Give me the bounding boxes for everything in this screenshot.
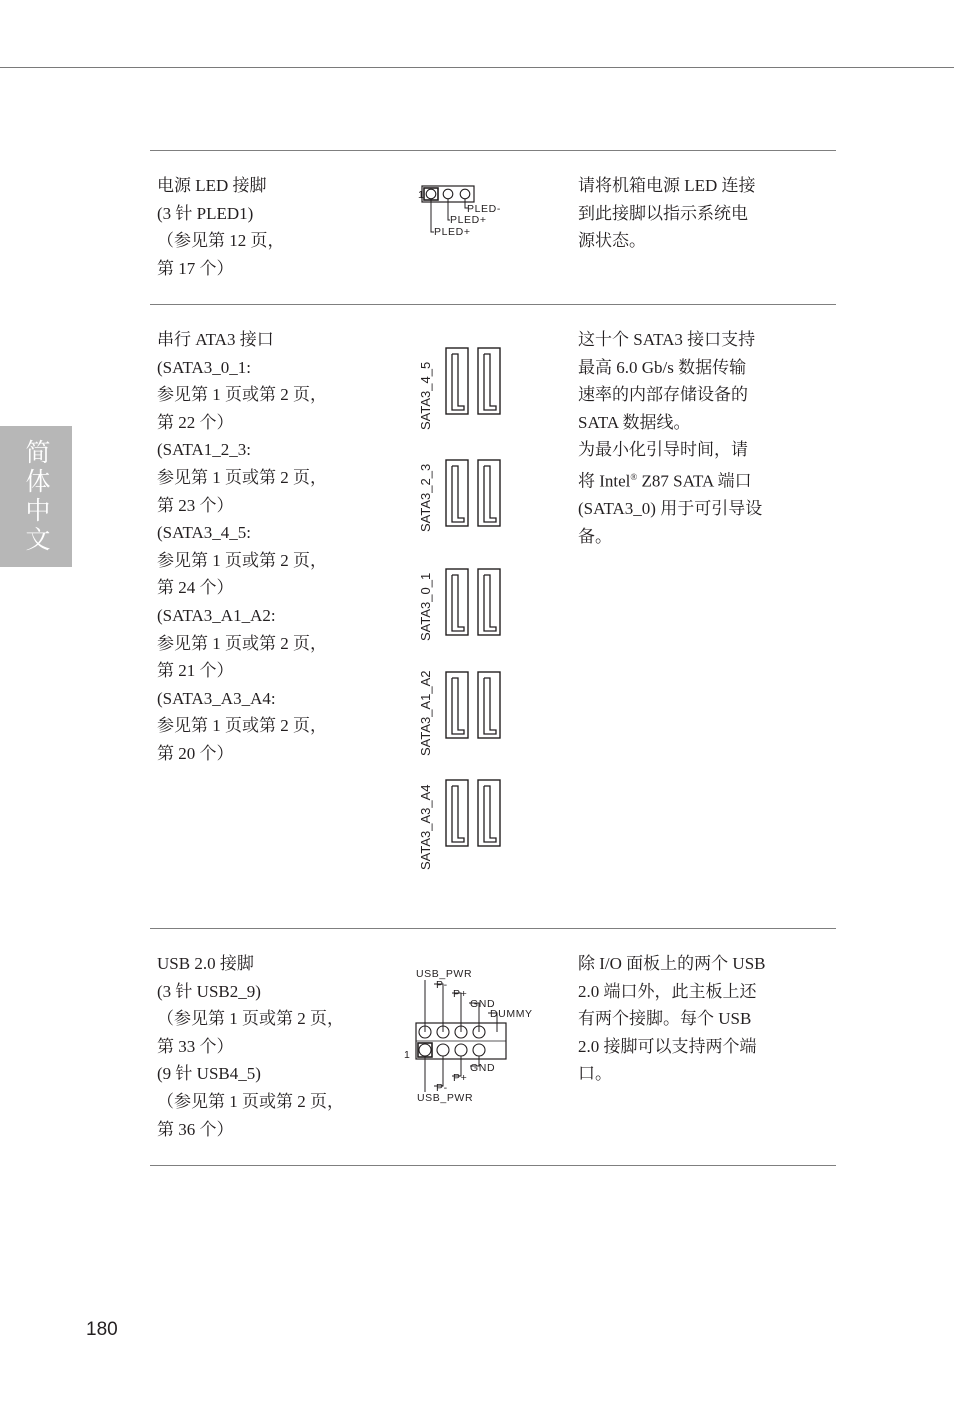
sata-description: 串行 ATA3 接口 (SATA3_0_1: 参见第 1 页或第 2 页， 第 22 个） (SATA1_2_3: 参见第 1 页或第 2 页， 第 23 个） (SATA3_4_5: 参见第 1 页或第 2 页， 第 24 个） (SATA3_A1_A2: 参见第 1 页或第 2 页， 第 21 个） (SATA3_A3_A4: 参见第 1 页或第 2 页， 第 20 个） — [157, 330, 327, 763]
pin-label: DUMMY — [490, 1008, 533, 1020]
sata-connector-label: SATA3_A3_A4 — [418, 784, 433, 870]
pin-one-marker: 1 — [404, 1049, 411, 1061]
sata-connector — [418, 780, 500, 870]
section-divider — [150, 150, 836, 151]
pled-instructions: 请将机箱电源 LED 连接 到此接脚以指示系统电 源状态。 — [578, 176, 756, 251]
pin-label: PLED+ — [450, 214, 487, 226]
pin-label: P- — [436, 979, 448, 991]
page-number: 180 — [86, 1319, 118, 1340]
sata-connector — [418, 460, 500, 532]
sata-instructions — [578, 326, 788, 550]
pin-label: P+ — [453, 1072, 468, 1084]
sata-connector-label: SATA3_0_1 — [418, 572, 433, 641]
pin-label: P+ — [453, 988, 468, 1000]
pin-one-marker: 1 — [418, 189, 425, 201]
section-divider — [150, 304, 836, 305]
usb-header-diagram — [402, 966, 542, 1106]
pled-description: 电源 LED 接脚 (3 针 PLED1) （参见第 12 页， 第 17 个） — [157, 176, 285, 278]
header-rule — [0, 67, 954, 68]
pin-label: PLED+ — [434, 226, 471, 238]
registered-mark: ® — [630, 471, 638, 482]
section-divider — [150, 1165, 836, 1166]
sata-connector — [418, 670, 500, 756]
sata-instructions-part1: 这十个 SATA3 接口支持 最高 6.0 Gb/s 数据传输 速率的内部存储设备的 SATA 数据线。 为最小化引导时间，请 将 Intel — [578, 330, 756, 491]
pin-label: P- — [436, 1082, 448, 1094]
sata-connector — [418, 569, 500, 641]
pin-label: USB_PWR — [417, 1092, 474, 1104]
sata-connector — [418, 348, 500, 430]
sata-connector-label: SATA3_A1_A2 — [418, 670, 433, 756]
language-tab — [0, 426, 72, 567]
sata-instructions-part2: Z87 SATA 端口 (SATA3_0) 用于可引导设 备。 — [578, 471, 763, 546]
section-divider — [150, 928, 836, 929]
pin-label: PLED- — [467, 203, 501, 215]
sata-connector-label: SATA3_4_5 — [418, 361, 433, 430]
usb-description: USB 2.0 接脚 (3 针 USB2_9) （参见第 1 页或第 2 页， 第 33 个） (9 针 USB4_5) （参见第 1 页或第 2 页， 第 36 个） — [157, 954, 344, 1139]
sata-connectors-diagram — [414, 340, 514, 880]
pled-header-diagram — [416, 180, 526, 244]
sata-connector-label: SATA3_2_3 — [418, 463, 433, 532]
usb-instructions: 除 I/O 面板上的两个 USB 2.0 端口外，此主板上还 有两个接脚。每个 USB 2.0 接脚可以支持两个端 口。 — [578, 954, 766, 1084]
pin-label: USB_PWR — [416, 968, 473, 980]
language-tab-label: 简体中文 — [22, 438, 51, 555]
pin-label: GND — [470, 998, 496, 1010]
pin-label: GND — [470, 1062, 496, 1074]
